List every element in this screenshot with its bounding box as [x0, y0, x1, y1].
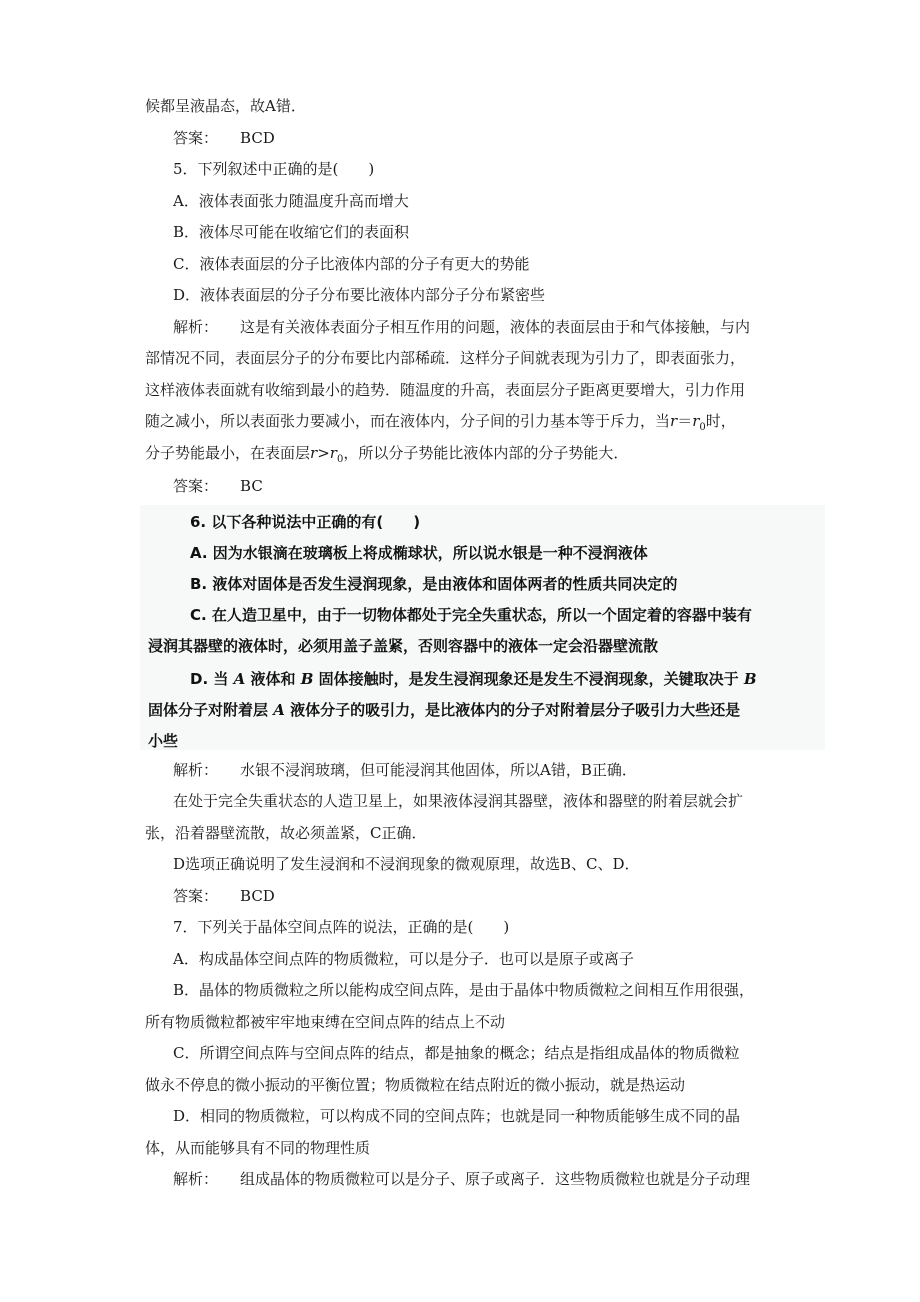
option-d-cont: 体，从而能够具有不同的物理性质 [145, 1139, 371, 1157]
question-5-stem: 5．下列叙述中正确的是( ) [173, 160, 375, 178]
option-d-cont: 小些 [148, 732, 179, 750]
analysis-line: 解析： 水银不浸润玻璃，但可能浸润其他固体，所以A错，B正确． [173, 761, 637, 779]
option-d: D．相同的物质微粒，可以构成不同的空间点阵；也就是同一种物质能够生成不同的晶 [173, 1107, 741, 1125]
option-a: A. 因为水银滴在玻璃板上将成椭球状，所以说水银是一种不浸润液体 [190, 544, 648, 562]
option-b-cont: 所有物质微粒都被牢牢地束缚在空间点阵的结点上不动 [145, 1013, 506, 1031]
option-c-cont: 浸润其器壁的液体时，必须用盖子盖紧，否则容器中的液体一定会沿器壁流散 [148, 637, 659, 655]
option-d: D. 当 A 液体和 B 固体接触时，是发生浸润现象还是发生不浸润现象，关键取决于 B [190, 670, 757, 688]
option-b: B. 液体对固体是否发生浸润现象，是由液体和固体两者的性质共同决定的 [190, 575, 678, 593]
question-7-stem: 7．下列关于晶体空间点阵的说法，正确的是( ) [173, 918, 510, 936]
option-b: B．液体尽可能在收缩它们的表面积 [173, 223, 410, 241]
text-line: 张，沿着器壁流散，故必须盖紧，C正确． [145, 824, 427, 842]
option-b: B．晶体的物质微粒之所以能构成空间点阵，是由于晶体中物质微粒之间相互作用很强， [173, 981, 755, 999]
option-d-cont: 固体分子对附着层 A 液体分子的吸引力，是比液体内的分子对附着层分子吸引力大些还是 [148, 701, 741, 719]
text-line: D选项正确说明了发生浸润和不浸润现象的微观原理，故选B、C、D． [173, 855, 640, 873]
option-d: D．液体表面层的分子分布要比液体内部分子分布紧密些 [173, 286, 546, 304]
answer-line: 答案： BCD [173, 887, 275, 905]
option-c-cont: 做永不停息的微小振动的平衡位置；物质微粒在结点附近的微小振动，就是热运动 [145, 1076, 686, 1094]
option-c: C. 在人造卫星中，由于一切物体都处于完全失重状态，所以一个固定着的容器中装有 [190, 606, 752, 624]
question-6-stem: 6. 以下各种说法中正确的有( ) [190, 513, 421, 531]
text-line: 这样液体表面就有收缩到最小的趋势．随温度的升高，表面层分子距离更要增大，引力作用 [145, 381, 746, 399]
answer-line: 答案： BCD [173, 129, 275, 147]
text-line: 部情况不同，表面层分子的分布要比内部稀疏．这样分子间就表现为引力了，即表面张力， [145, 349, 746, 367]
text-line: 候都呈液晶态，故A错． [145, 97, 306, 115]
text-line: 随之减小，所以表面张力要减小，而在液体内，分子间的引力基本等于斥力，当$r=r_0$时， [145, 412, 736, 433]
text-line: 在处于完全失重状态的人造卫星上，如果液体浸润其器壁，液体和器壁的附着层就会扩 [173, 792, 744, 810]
option-c: C．所谓空间点阵与空间点阵的结点，都是抽象的概念；结点是指组成晶体的物质微粒 [173, 1044, 740, 1062]
option-a: A．构成晶体空间点阵的物质微粒，可以是分子．也可以是原子或离子 [173, 950, 634, 968]
scanned-question-block [140, 505, 825, 750]
answer-line: 答案： BC [173, 477, 263, 495]
option-c: C．液体表面层的分子比液体内部的分子有更大的势能 [173, 255, 530, 273]
option-a: A．液体表面张力随温度升高而增大 [173, 192, 409, 210]
text-line: 分子势能最小，在表面层$r>r_0$，所以分子势能比液体内部的分子势能大． [145, 444, 629, 465]
analysis-line: 解析： 这是有关液体表面分子相互作用的问题，液体的表面层由于和气体接触，与内 [173, 318, 751, 336]
analysis-line: 解析： 组成晶体的物质微粒可以是分子、原子或离子．这些物质微粒也就是分子动理 [173, 1170, 751, 1188]
